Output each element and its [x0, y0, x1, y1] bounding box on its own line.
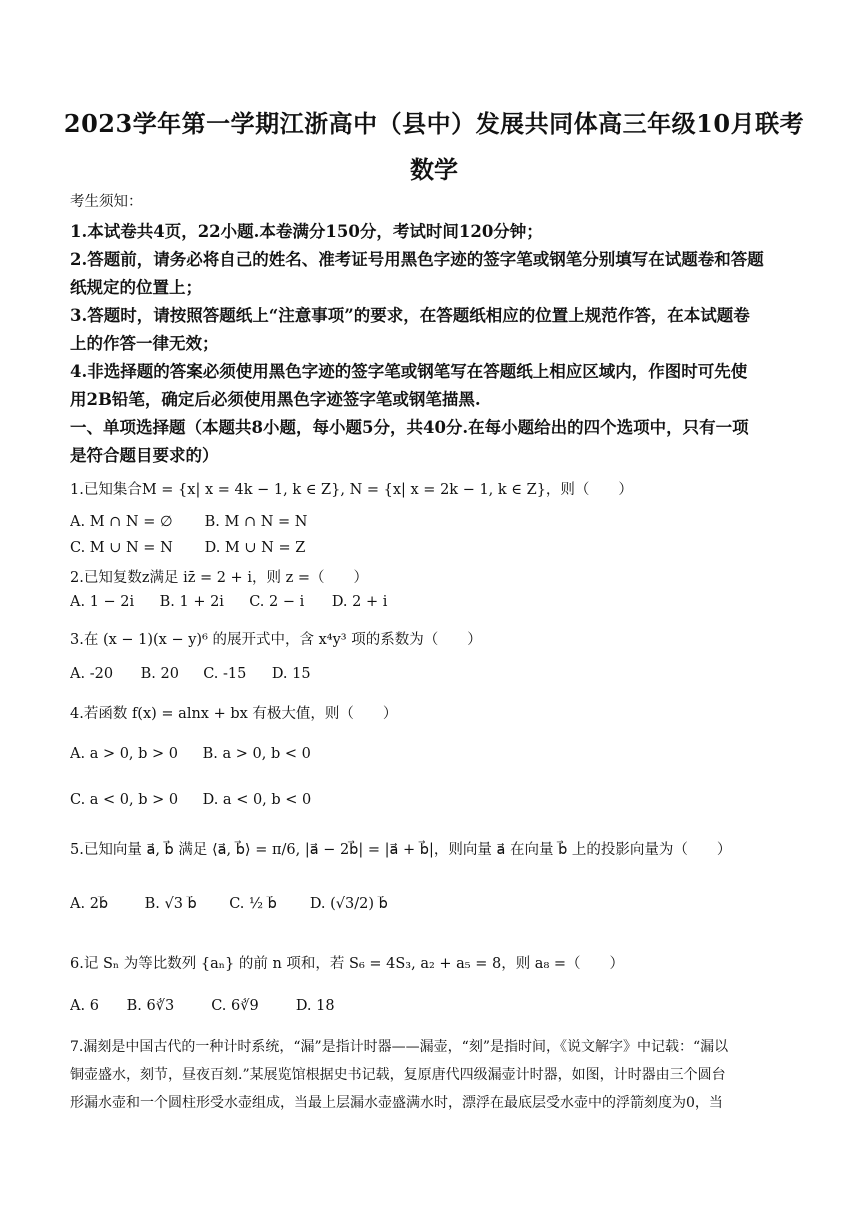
- question-1-option-c: C. M ∪ N = N: [70, 540, 173, 556]
- question-4-option-c: C. a < 0, b > 0: [70, 792, 179, 808]
- question-3-stem: 3.在 (x − 1)(x − y)⁶ 的展开式中，含 x⁴y³ 项的系数为（ ）: [70, 632, 482, 648]
- question-5-option-a: A. 2b⃗: [70, 896, 109, 912]
- question-3-option-d: D. 15: [271, 666, 311, 682]
- question-2-options: [70, 594, 800, 610]
- question-7-line-1: 7.漏刻是中国古代的一种计时系统，“漏”是指计时器——漏壶，“刻”是指时间，《说文解字》中记载：“漏以: [70, 1039, 729, 1055]
- section-heading-line-1: 一、单项选择题（本题共8小题，每小题5分，共40分.在每小题给出的四个选项中，只有一项: [70, 418, 749, 437]
- question-3-options: [70, 666, 800, 682]
- notice-line-5: 上的作答一律无效；: [70, 334, 219, 353]
- question-4-option-a: A. a > 0, b > 0: [70, 746, 179, 762]
- notice-line-3: 纸规定的位置上；: [70, 278, 202, 297]
- question-2-option-c: C. 2 − i: [249, 594, 305, 610]
- notice-heading: 考生须知：: [70, 194, 143, 210]
- exam-title: 2023学年第一学期江浙高中（县中）发展共同体高三年级10月联考: [63, 109, 805, 138]
- question-5-option-c: C. ½ b⃗: [229, 896, 277, 912]
- question-7-line-3: 形漏水壶和一个圆柱形受水壶组成，当最上层漏水壶盛满水时，漂浮在最底层受水壶中的浮箭刻度为0，当: [70, 1095, 723, 1111]
- question-4-options-row-1: [70, 746, 800, 762]
- question-1-options-row-1: [70, 514, 800, 530]
- question-6-option-c: C. 6∛9: [211, 998, 259, 1014]
- question-6-option-d: D. 18: [295, 998, 335, 1014]
- question-5-option-b: B. √3 b⃗: [144, 896, 197, 912]
- question-2-option-a: A. 1 − 2i: [70, 594, 135, 610]
- question-4-stem: 4.若函数 f(x) = alnx + bx 有极大值，则（ ）: [70, 706, 398, 722]
- question-1-stem: 1.已知集合M = {x| x = 4k − 1, k ∈ Z}, N = {x| x = 2k − 1, k ∈ Z}，则（ ）: [70, 482, 633, 498]
- question-4-options-row-2: [70, 792, 800, 808]
- notice-line-6: 4.非选择题的答案必须使用黑色字迹的签字笔或钢笔写在答题纸上相应区域内，作图时可先使: [70, 362, 748, 381]
- question-6-option-a: A. 6: [70, 998, 99, 1014]
- question-1-option-b: B. M ∩ N = N: [204, 514, 308, 530]
- question-4-option-b: B. a > 0, b < 0: [202, 746, 311, 762]
- subject-title: 数学: [410, 155, 458, 184]
- question-1-option-d: D. M ∪ N = Z: [204, 540, 306, 556]
- question-3-option-c: C. -15: [203, 666, 247, 682]
- question-2-option-d: D. 2 + i: [331, 594, 388, 610]
- question-5-options: [70, 896, 800, 912]
- question-1-options-row-2: [70, 540, 800, 556]
- question-5-option-d: D. (√3/2) b⃗: [309, 896, 388, 912]
- notice-line-4: 3.答题时，请按照答题纸上“注意事项”的要求，在答题纸相应的位置上规范作答，在本试题卷: [70, 306, 750, 325]
- question-6-options: [70, 998, 800, 1014]
- question-4-option-d: D. a < 0, b < 0: [202, 792, 312, 808]
- question-6-option-b: B. 6∛3: [126, 998, 175, 1014]
- question-1-option-a: A. M ∩ N = ∅: [70, 514, 173, 530]
- notice-line-7: 用2B铅笔，确定后必须使用黑色字迹签字笔或钢笔描黑.: [70, 390, 481, 409]
- question-2-stem: 2.已知复数z满足 iz̄ = 2 + i，则 z =（ ）: [70, 570, 368, 586]
- notice-line-1: 1.本试卷共4页，22小题.本卷满分150分，考试时间120分钟；: [70, 222, 543, 241]
- question-2-option-b: B. 1 + 2i: [159, 594, 224, 610]
- section-heading-line-2: 是符合题目要求的）: [70, 446, 219, 465]
- question-3-option-b: B. 20: [140, 666, 179, 682]
- question-6-stem: 6.记 Sₙ 为等比数列 {aₙ} 的前 n 项和，若 S₆ = 4S₃, a₂ + a₅ = 8，则 a₈ =（ ）: [70, 956, 625, 972]
- notice-line-2: 2.答题前，请务必将自己的姓名、准考证号用黑色字迹的签字笔或钢笔分别填写在试题卷和答题: [70, 250, 764, 269]
- question-7-line-2: 铜壶盛水，刻节，昼夜百刻.”某展览馆根据史书记载，复原唐代四级漏壶计时器，如图，计时器由三个圆台: [70, 1067, 726, 1083]
- question-3-option-a: A. -20: [70, 666, 114, 682]
- question-5-stem: 5.已知向量 a⃗, b⃗ 满足 ⟨a⃗, b⃗⟩ = π/6, |a⃗ − 2b⃗| = |a⃗ + b⃗|，则向量 a⃗ 在向量 b⃗ 上的投影向量为（ ）: [70, 842, 732, 858]
